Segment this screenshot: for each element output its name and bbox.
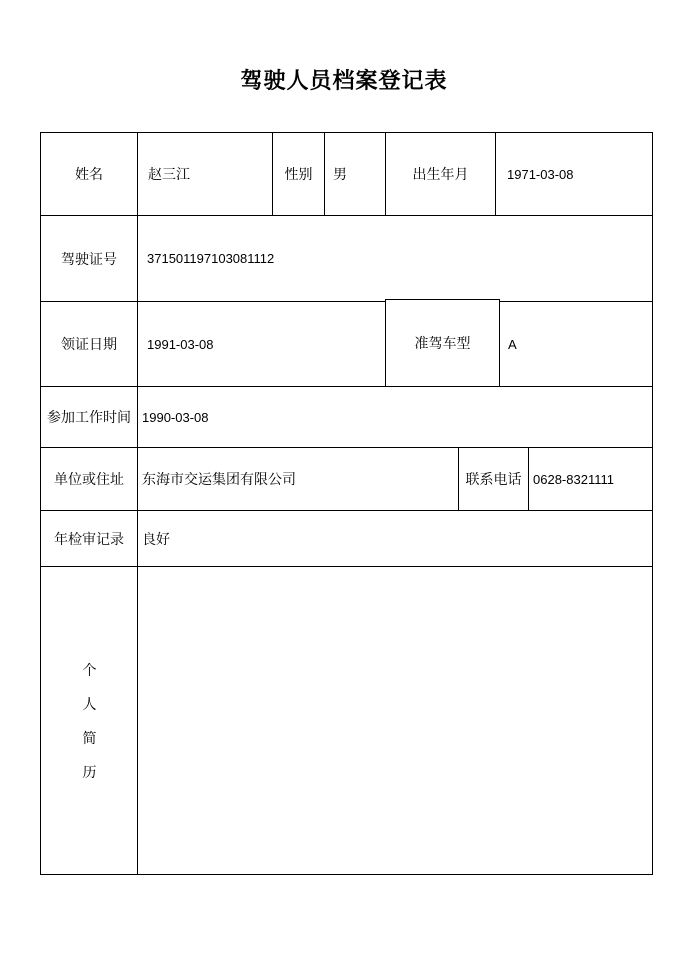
- gender-label: 性别: [284, 167, 313, 183]
- annual-review-label: 年检审记录: [54, 531, 124, 548]
- name-value: 赵三江: [148, 167, 190, 183]
- gender-value: 男: [333, 167, 347, 183]
- birth-label: 出生年月: [412, 167, 469, 183]
- work-start-label: 参加工作时间: [47, 410, 131, 426]
- employer-address-label: 单位或住址: [54, 472, 124, 488]
- license-date-value: 1991-03-08: [147, 336, 214, 352]
- resume-label-char-2: 人: [82, 696, 97, 713]
- vehicle-type-value: A: [508, 336, 517, 352]
- birth-value: 1971-03-08: [507, 166, 574, 182]
- form-title: 驾驶人员档案登记表: [240, 68, 448, 94]
- annual-review-value: 良好: [142, 531, 170, 548]
- vehicle-type-label: 准驾车型: [414, 336, 471, 352]
- resume-label-char-1: 个: [82, 662, 97, 679]
- work-start-value: 1990-03-08: [142, 409, 209, 425]
- phone-label: 联系电话: [465, 472, 522, 488]
- resume-label-char-3: 简: [82, 730, 97, 747]
- license-no-value: 371501197103081112: [147, 251, 275, 266]
- phone-value: 0628-8321111: [533, 471, 614, 487]
- resume-value: [138, 567, 652, 874]
- license-date-label: 领证日期: [61, 337, 117, 353]
- resume-label: [41, 567, 138, 876]
- resume-label-char-4: 历: [82, 764, 97, 781]
- employer-address-value: 东海市交运集团有限公司: [142, 472, 296, 488]
- driver-record-form: [40, 132, 653, 875]
- name-label: 姓名: [75, 167, 103, 183]
- license-no-label: 驾驶证号: [61, 251, 117, 268]
